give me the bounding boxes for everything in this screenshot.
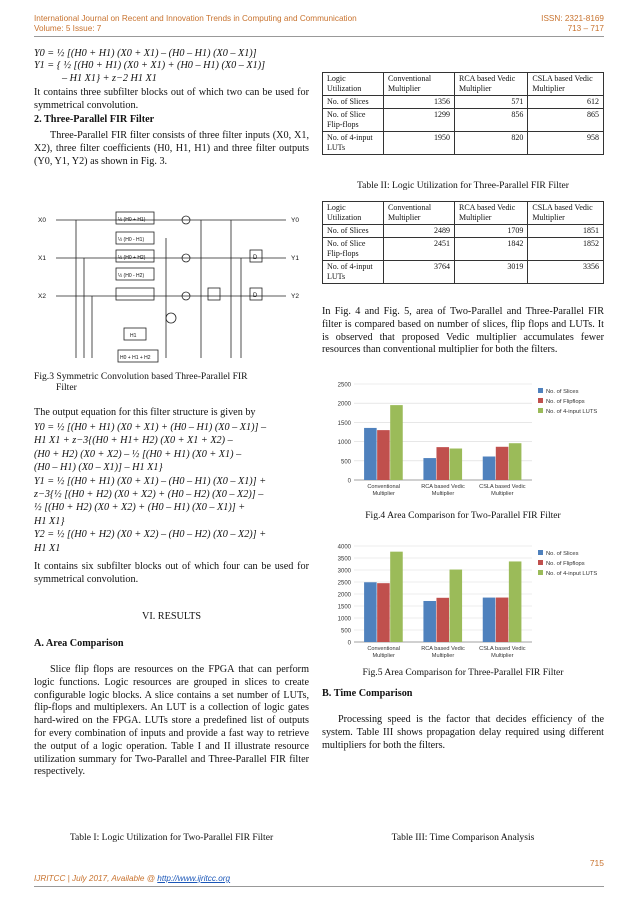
equation-line: H1 X1 [34, 542, 61, 554]
three-parallel-intro: Three-Parallel FIR filter consists of three filter inputs (X0, X1, X2), three filter coefficients (H0, H1, H1) and three filter outputs (Y0, Y1, Y2) as shown in Fig. 3. [34, 130, 309, 167]
issn: ISSN: 2321-8169 [541, 14, 604, 23]
equation-y1: Y1 = { ½ [(H0 + H1) (X0 + X1) + (H0 – H1) (X0 – X1)] [34, 60, 266, 72]
equation-line: H1 X1} [34, 515, 65, 527]
fig3-diagram [36, 208, 311, 368]
equation-line: H1 X1 + z−3{(H0 + H1+ H2) (X0 + X1 + X2) – [34, 435, 233, 447]
y-tick-label: 0 [347, 478, 351, 485]
table-cell: No. of 4-input LUTs [323, 132, 384, 155]
fig3-caption: Fig.3 Symmetric Convolution based Three-Parallel FIR [34, 371, 248, 382]
fig3-input-x2: X2 [38, 293, 46, 300]
x-tick-label: Multiplier [491, 653, 514, 659]
bar [496, 598, 509, 642]
y-tick-label: 1500 [337, 420, 351, 427]
bar [423, 458, 436, 480]
fig3-output-y1: Y1 [291, 255, 299, 262]
table-cell: 612 [528, 96, 604, 109]
time-comparison-heading: B. Time Comparison [322, 688, 413, 699]
y-tick-label: 0 [347, 640, 351, 647]
legend-label: No. of 4-input LUTS [546, 571, 598, 577]
x-tick-label: Multiplier [431, 653, 455, 659]
bar [436, 598, 449, 642]
footer-rule [34, 886, 604, 887]
bar [496, 447, 509, 480]
fig4-caption: Fig.4 Area Comparison for Two-Parallel FIR Filter [365, 510, 561, 521]
fig3-delay-2: D [253, 293, 258, 299]
page-range: 713 – 717 [567, 24, 604, 33]
area-paragraph: Slice flip flops are resources on the FPGA that can perform logic functions. Logic resources are grouped in slices to create configurable logic blocks. A slice contains a set number of LUTs, flip-flops and multiplexers. An LUT is a collection of logic gates hard-wired on the FPGA. LUTs store a predefined list of outputs for every combination of inputs and provide a fast way to retrieve the output of a logic operation. Table I and II illustrate resource utilization summary for Two-Parallel and Three-Parallel FIR filter respectively. [34, 664, 309, 778]
six-subfilter-note: It contains six subfilter blocks out of which four can be used for symmetrical convolution. [34, 561, 309, 585]
bar [450, 449, 463, 480]
results-heading: VI. RESULTS [141, 611, 202, 622]
volume-issue: Volume: 5 Issue: 7 [34, 24, 102, 33]
table-cell: No. of Slice Flip-flops [323, 238, 384, 261]
table-cell: 3019 [454, 261, 527, 284]
y-tick-label: 1500 [337, 604, 351, 611]
y-tick-label: 2500 [337, 382, 351, 389]
table-cell: 1852 [528, 238, 604, 261]
table-cell: 1299 [384, 109, 455, 132]
legend-label: No. of Slices [546, 389, 579, 395]
table1 [322, 72, 604, 155]
table-row [323, 96, 604, 109]
table-cell: 865 [528, 109, 604, 132]
x-tick-label: Conventional [367, 646, 400, 652]
y-tick-label: 500 [340, 628, 351, 635]
bar [390, 552, 403, 642]
x-tick-label: Multiplier [372, 653, 395, 659]
bar [390, 405, 403, 480]
equation-line: Y2 = ½ [(H0 + H2) (X0 + X2) – (H0 – H2) (X0 – X2)] + [34, 529, 267, 541]
bar [377, 583, 390, 642]
table-header-cell: RCA based Vedic Multiplier [454, 73, 527, 96]
legend-swatch [538, 408, 543, 413]
bar [483, 456, 496, 480]
legend-label: No. of Flipflops [546, 399, 585, 405]
x-tick-label: Multiplier [431, 491, 455, 497]
table2 [322, 201, 604, 284]
table-cell: 856 [454, 109, 527, 132]
bar [450, 570, 463, 642]
bar [509, 561, 522, 642]
fig3-block-2: ½ (H0 - H1) [118, 237, 145, 243]
table-cell: 1356 [384, 96, 455, 109]
time-paragraph: Processing speed is the factor that decides efficiency of the system. Table III shows propagation delay required using different multipliers for both the filters. [322, 714, 604, 751]
footer-text: IJRITCC | July 2017, Available @ [34, 874, 158, 883]
fig3-input-x0: X0 [38, 217, 46, 224]
two-parallel-equations [34, 48, 309, 85]
page-number: 715 [589, 858, 604, 868]
legend-swatch [538, 550, 543, 555]
y-tick-label: 2000 [337, 592, 351, 599]
table-cell: No. of Slice Flip-flops [323, 109, 384, 132]
table-cell: No. of Slices [323, 225, 384, 238]
table-cell: 3764 [384, 261, 455, 284]
table-cell: No. of 4-input LUTs [323, 261, 384, 284]
bar [364, 582, 377, 642]
y-tick-label: 500 [340, 459, 351, 466]
y-tick-label: 3500 [337, 556, 351, 563]
bar [377, 430, 390, 480]
table-header-row [323, 73, 604, 96]
fig3-output-y2: Y2 [291, 293, 299, 300]
table-row [323, 132, 604, 155]
legend-label: No. of Flipflops [546, 561, 585, 567]
table-cell: 1842 [454, 238, 527, 261]
table-row [323, 238, 604, 261]
table-header-row [323, 202, 604, 225]
x-tick-label: Multiplier [372, 491, 395, 497]
journal-title: International Journal on Recent and Innovation Trends in Computing and Communication [34, 14, 357, 23]
table-cell: No. of Slices [323, 96, 384, 109]
header-rule [34, 36, 604, 37]
three-parallel-equations [34, 421, 309, 555]
equation-line: Y1 = ½ [(H0 + H1) (X0 + X1) – (H0 – H1) (X0 – X1)] + [34, 475, 267, 487]
legend-swatch [538, 570, 543, 575]
table-header-cell: Logic Utilization [323, 73, 384, 96]
fig4-chart [326, 378, 604, 502]
table-row [323, 225, 604, 238]
legend-swatch [538, 388, 543, 393]
area-paragraph-2: In Fig. 4 and Fig. 5, area of Two-Parallel and Three-Parallel FIR filter is compared based on number of slices, flip flops and LUTs. It is observed that proposed Vedic multiplier accumulates fewer resources than conventional multiplier for both the filters. [322, 306, 604, 356]
equation-line: ½ [(H0 + H2) (X0 + X2) + (H0 – H1) (X0 – X1)] + [34, 502, 246, 514]
table-cell: 820 [454, 132, 527, 155]
table-header-cell: CSLA based Vedic Multiplier [528, 202, 604, 225]
bar [364, 428, 377, 480]
journal-url-link[interactable]: http://www.ijritcc.org [157, 874, 231, 883]
legend-swatch [538, 560, 543, 565]
table-cell: 1950 [384, 132, 455, 155]
table-cell: 2489 [384, 225, 455, 238]
fig5-caption: Fig.5 Area Comparison for Three-Parallel FIR Filter [362, 667, 564, 678]
x-tick-label: RCA based Vedic [421, 484, 465, 490]
table3-caption: Table III: Time Comparison Analysis [391, 832, 535, 843]
equation-line: (H0 + H2) (X0 + X2) – ½ [(H0 + H1) (X0 + X1) – [34, 448, 242, 460]
fig3-output-y0: Y0 [291, 217, 299, 224]
table-row [323, 261, 604, 284]
y-tick-label: 4000 [337, 544, 351, 551]
table-row [323, 109, 604, 132]
bar [436, 447, 449, 480]
legend-swatch [538, 398, 543, 403]
table-cell: 958 [528, 132, 604, 155]
section-heading-three-parallel: 2. Three-Parallel FIR Filter [34, 114, 155, 125]
equation-line: (H0 – H1) (X0 – X1)] – H1 X1} [34, 462, 163, 474]
output-eq-intro: The output equation for this filter structure is given by [34, 407, 256, 418]
table-cell: 1851 [528, 225, 604, 238]
fig3-block-1: ½ (H0 + H1) [118, 217, 146, 223]
table-cell: 571 [454, 96, 527, 109]
x-tick-label: RCA based Vedic [421, 646, 465, 652]
y-tick-label: 2500 [337, 580, 351, 587]
table-header-cell: Conventional Multiplier [384, 202, 455, 225]
x-tick-label: CSLA based Vedic [479, 646, 526, 652]
x-tick-label: Multiplier [491, 491, 514, 497]
y-tick-label: 2000 [337, 401, 351, 408]
two-parallel-note: It contains three subfilter blocks out of which two can be used for symmetrical convolution. [34, 87, 309, 111]
table-header-cell: Conventional Multiplier [384, 73, 455, 96]
table-header-cell: Logic Utilization [323, 202, 384, 225]
fig3-block-6: H0 + H1 + H2 [120, 355, 151, 361]
y-tick-label: 1000 [337, 616, 351, 623]
equation-y1-cont: – H1 X1} + z−2 H1 X1 [62, 72, 157, 84]
x-tick-label: Conventional [367, 484, 400, 490]
table2-caption: Table II: Logic Utilization for Three-Parallel FIR Filter [356, 180, 569, 191]
bar [423, 601, 436, 642]
bar [483, 598, 496, 642]
table-header-cell: RCA based Vedic Multiplier [454, 202, 527, 225]
x-tick-label: CSLA based Vedic [479, 484, 526, 490]
fig3-block-3: ½ (H0 + H2) [118, 255, 146, 261]
fig3-delay-1: D [253, 255, 258, 261]
table-header-cell: CSLA based Vedic Multiplier [528, 73, 604, 96]
table-cell: 2451 [384, 238, 455, 261]
fig5-chart [326, 540, 604, 664]
table-cell: 1709 [454, 225, 527, 238]
table-cell: 3356 [528, 261, 604, 284]
equation-line: Y0 = ½ [(H0 + H1) (X0 + X1) + (H0 – H1) (X0 – X1)] – [34, 422, 267, 433]
fig3-block-4: ½ (H0 - H2) [118, 273, 145, 279]
equation-line: z−3{½ [(H0 + H2) (X0 + X2) + (H0 – H2) (X0 – X2)] – [34, 489, 264, 501]
y-tick-label: 1000 [337, 440, 351, 447]
equation-y0: Y0 = ½ [(H0 + H1) (X0 + X1) – (H0 – H1) (X0 – X1)] [34, 48, 257, 59]
fig3-block-5: H1 [130, 333, 137, 339]
area-comparison-heading: A. Area Comparison [34, 638, 124, 649]
fig3-caption-cont: Filter [56, 382, 77, 393]
y-tick-label: 3000 [337, 568, 351, 575]
bar [509, 443, 522, 480]
table1-caption: Table I: Logic Utilization for Two-Parallel FIR Filter [69, 832, 274, 843]
legend-label: No. of 4-input LUTS [546, 409, 598, 415]
legend-label: No. of Slices [546, 551, 579, 557]
footer-journal [34, 874, 230, 883]
fig3-input-x1: X1 [38, 255, 46, 262]
